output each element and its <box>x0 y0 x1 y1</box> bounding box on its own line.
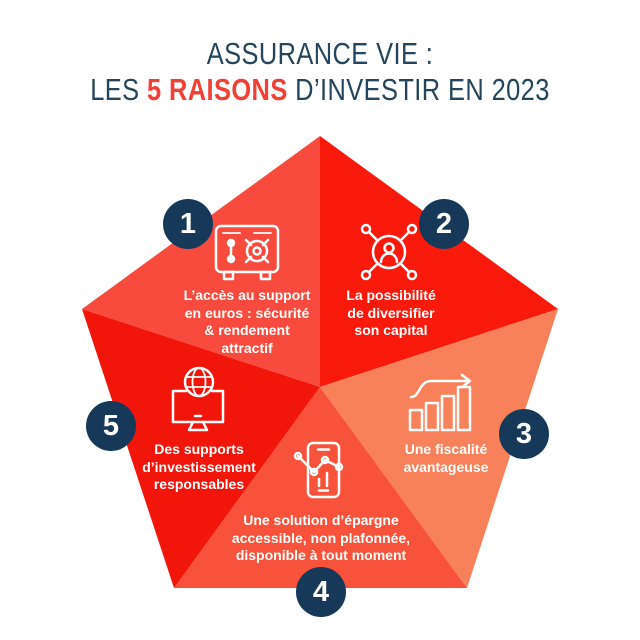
section-3-line: Une fiscalité <box>404 441 488 457</box>
section-1-line: attractif <box>221 339 273 356</box>
section-4-line: accessible, non plafonnée, <box>231 529 411 546</box>
safe-icon <box>214 224 280 282</box>
section-5-text <box>99 441 299 494</box>
badge-5-number: 5 <box>102 409 120 442</box>
section-4-text <box>196 512 446 565</box>
section-5-line: responsables <box>153 476 245 492</box>
section-2-text <box>291 287 491 340</box>
section-5-line: d’investissement <box>142 458 256 475</box>
title-prefix: LES <box>90 72 147 107</box>
title-highlight: 5 RAISONS <box>146 72 288 107</box>
number-badge-1 <box>163 199 213 249</box>
section-4-line: disponible à tout moment <box>235 547 407 563</box>
section-1-line: & rendement <box>204 322 290 338</box>
number-badge-2 <box>419 199 469 249</box>
diversification-network-icon <box>358 221 420 283</box>
badge-2-number: 2 <box>435 207 453 240</box>
section-1-line: L’accès au support <box>183 287 311 303</box>
section-2-line: La possibilité <box>346 287 436 303</box>
title-suffix: D’INVESTIR EN 2023 <box>287 72 550 107</box>
badge-3-number: 3 <box>515 417 533 450</box>
section-5-line: Des supports <box>154 441 244 457</box>
section-3-text <box>346 441 546 476</box>
section-1-line: en euros : sécurité <box>184 304 310 321</box>
page-title-line1: ASSURANCE VIE : <box>206 36 434 71</box>
section-4-line: Une solution d’épargne <box>243 512 399 528</box>
section-2-line: de diversifier <box>347 304 435 321</box>
section-3-line: avantageuse <box>403 458 489 475</box>
badge-1-number: 1 <box>179 207 197 240</box>
section-2-line: son capital <box>354 322 428 338</box>
number-badge-4 <box>296 567 346 617</box>
badge-4-number: 4 <box>312 575 330 608</box>
phone-chart-icon <box>291 441 353 499</box>
monitor-globe-icon <box>169 365 227 433</box>
bar-chart-growth-icon <box>407 370 481 432</box>
